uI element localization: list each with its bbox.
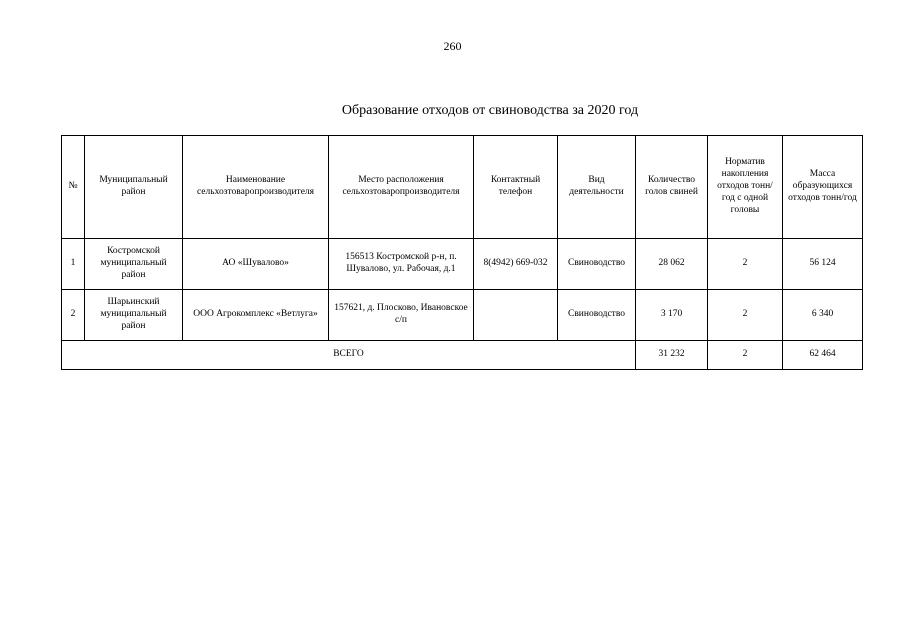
cell-district: Костромской муниципальный район [85, 239, 183, 290]
cell-location: 157621, д. Плосково, Ивановское с/п [329, 290, 474, 341]
cell-mass: 56 124 [783, 239, 863, 290]
header-mass: Масса образующихся отходов тонн/год [783, 136, 863, 239]
cell-location: 156513 Костромской р-н, п. Шувалово, ул. Рабочая, д.1 [329, 239, 474, 290]
header-pigs: Количество голов свиней [636, 136, 708, 239]
cell-num: 1 [62, 239, 85, 290]
cell-mass: 6 340 [783, 290, 863, 341]
cell-phone [474, 290, 558, 341]
table-row [62, 239, 863, 290]
cell-activity: Свиноводство [558, 239, 636, 290]
cell-district: Шарьинский муниципальный район [85, 290, 183, 341]
table-row [62, 290, 863, 341]
cell-num: 2 [62, 290, 85, 341]
cell-norm: 2 [708, 290, 783, 341]
cell-pigs: 3 170 [636, 290, 708, 341]
document-title: Образование отходов от свиноводства за 2020 год [341, 103, 639, 118]
cell-pigs: 28 062 [636, 239, 708, 290]
total-row [62, 341, 863, 370]
cell-phone: 8(4942) 669-032 [474, 239, 558, 290]
header-producer: Наименование сельхозтоваропроизводителя [183, 136, 329, 239]
total-mass: 62 464 [783, 341, 863, 370]
cell-activity: Свиноводство [558, 290, 636, 341]
cell-producer: АО «Шувалово» [183, 239, 329, 290]
cell-producer: ООО Агрокомплекс «Ветлуга» [183, 290, 329, 341]
cell-norm: 2 [708, 239, 783, 290]
total-norm: 2 [708, 341, 783, 370]
table-header-row [62, 136, 863, 239]
header-norm: Норматив накопления отходов тонн/год с одной головы [708, 136, 783, 239]
header-activity: Вид деятельности [558, 136, 636, 239]
total-pigs: 31 232 [636, 341, 708, 370]
total-label: ВСЕГО [62, 341, 636, 370]
header-location: Место расположения сельхозтоваропроизводителя [329, 136, 474, 239]
header-district: Муниципальный район [85, 136, 183, 239]
waste-table [61, 135, 863, 370]
header-num: № [62, 136, 85, 239]
page-number: 260 [443, 39, 462, 53]
header-phone: Контактный телефон [474, 136, 558, 239]
